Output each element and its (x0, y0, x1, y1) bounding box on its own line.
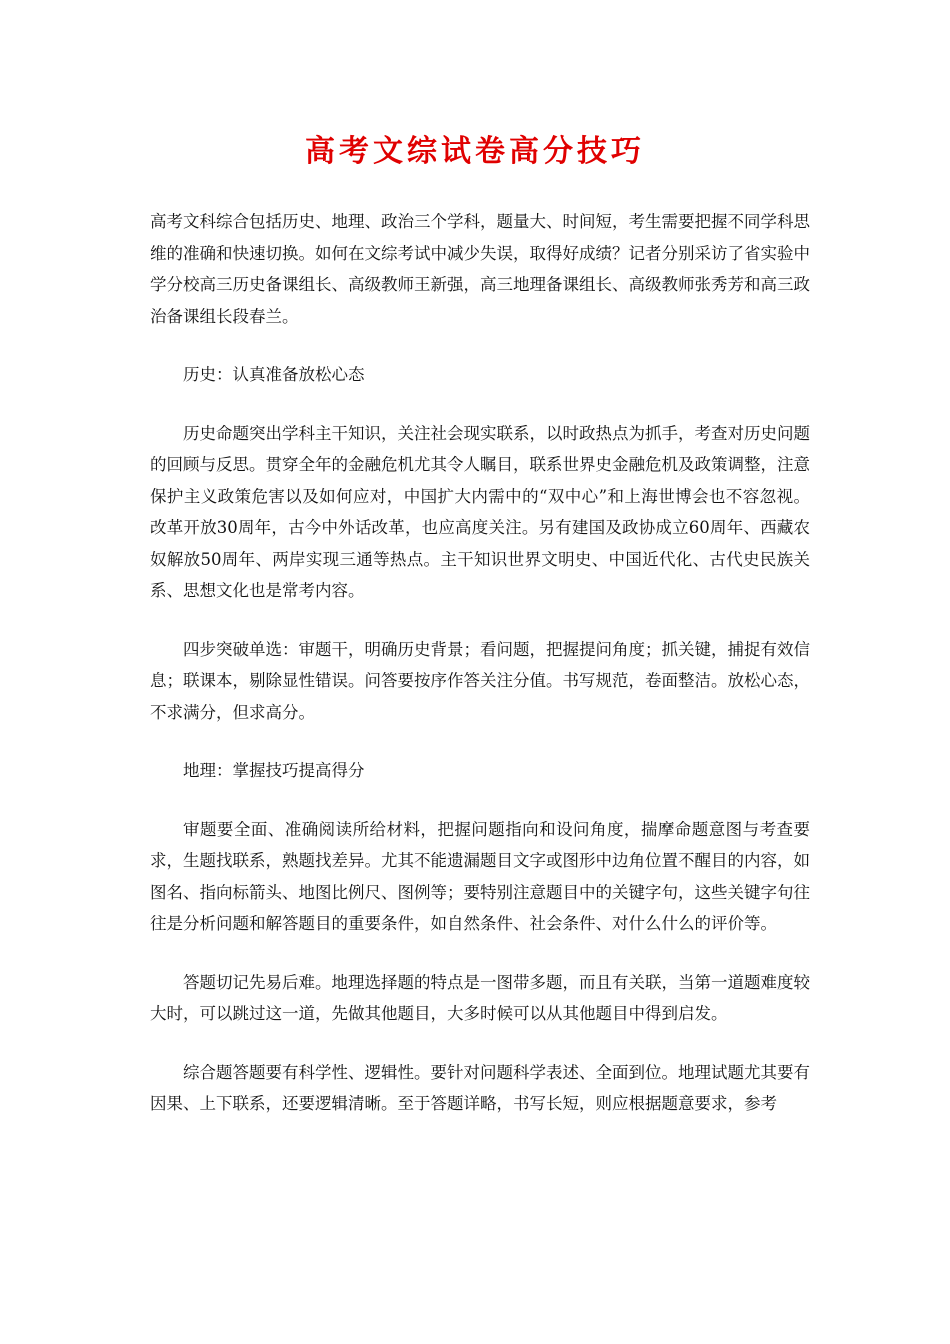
section-heading-geography: 地理：掌握技巧提高得分 (183, 761, 365, 780)
geography-paragraph-1: 审题要全面、准确阅读所给材料，把握问题指向和设问角度，揣摩命题意图与考查要求，生题找联系，熟题找差异。尤其不能遗漏题目文字或图形中边角位置不醒目的内容，如图名、指向标箭头、地图比例尺、图例等；要特别注意题目中的关键字句，这些关键字句往往是分析问题和解答题目的重要条件，如自然条件、社会条件、对什么什么的评价等。 (150, 819, 810, 933)
geography-paragraph-3: 综合题答题要有科学性、逻辑性。要针对问题科学表述、全面到位。地理试题尤其要有因果、上下联系，还要逻辑清晰。至于答题详略，书写长短，则应根据题意要求，参考 (150, 1062, 810, 1113)
document-title: 高考文综试卷高分技巧 (305, 134, 645, 169)
history-paragraph-1: 历史命题突出学科主干知识，关注社会现实联系，以时政热点为抓手，考查对历史问题的回顾与反思。贯穿全年的金融危机尤其令人瞩目，联系世界史金融危机及政策调整，注意保护主义政策危害以及如何应对，中国扩大内需中的“双中心”和上海世博会也不容忽视。改革开放30周年，古今中外话改革，也应高度关注。另有建国及政协成立60周年、西藏农奴解放50周年、两岸实现三通等热点。主干知识世界文明史、中国近代化、古代史民族关系、思想文化也是常考内容。 (150, 423, 810, 600)
geography-paragraph-2: 答题切记先易后难。地理选择题的特点是一图带多题，而且有关联，当第一道题难度较大时，可以跳过这一道，先做其他题目，大多时候可以从其他题目中得到启发。 (150, 972, 810, 1023)
document-body (150, 206, 810, 1147)
history-paragraph-2: 四步突破单选：审题干，明确历史背景；看问题，把握提问角度；抓关键，捕捉有效信息；联课本，剔除显性错误。问答要按序作答关注分值。书写规范，卷面整洁。放松心态，不求满分，但求高分。 (150, 639, 810, 722)
section-heading-history: 历史：认真准备放松心态 (183, 365, 365, 384)
intro-paragraph: 高考文科综合包括历史、地理、政治三个学科，题量大、时间短，考生需要把握不同学科思维的准确和快速切换。如何在文综考试中减少失误，取得好成绩？记者分别采访了省实验中学分校高三历史备课组长、高级教师王新强，高三地理备课组长、高级教师张秀芳和高三政治备课组长段春兰。 (150, 212, 810, 326)
